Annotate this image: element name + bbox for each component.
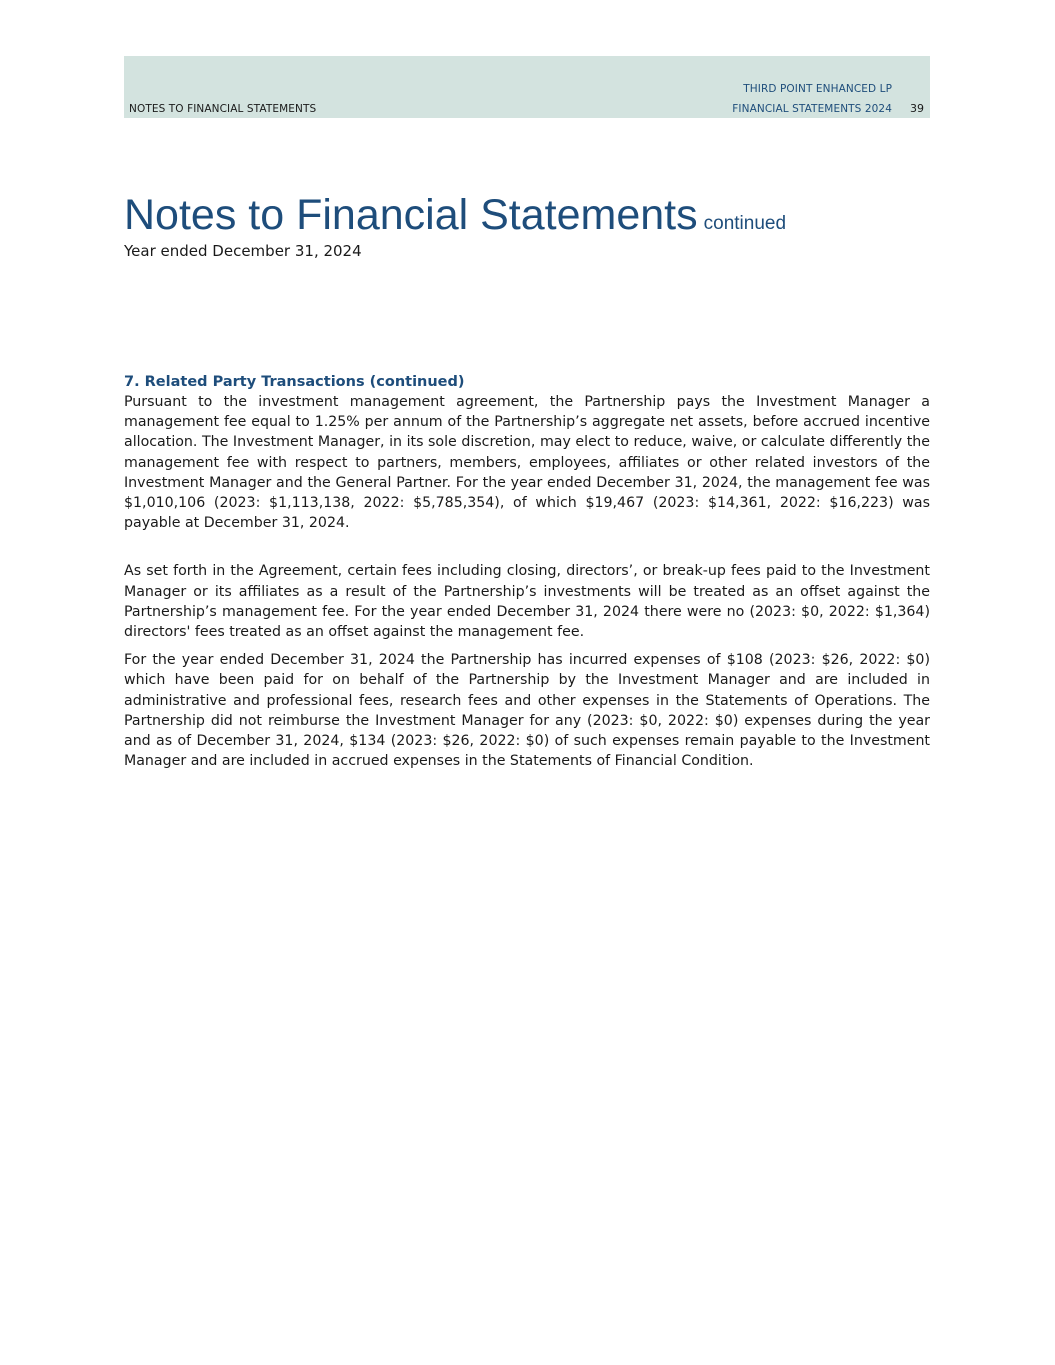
paragraph-management-fee: Pursuant to the investment management agreement, the Partnership pays the Investment Manager a management fee equal to 1.25% per annum of the Partnership’s aggregate net assets, before accrued incentive allocation. The Investment Manager, in its sole discretion, may elect to reduce, waive, or calculate differently the management fee with respect to partners, members, employees, affiliates or other related investors of the Investment Manager and the General Partner. For the year ended December 31, 2024, the management fee was $1,010,106 (2023: $1,113,138, 2022: $5,785,354), of which $19,467 (2023: $14,361, 2022: $16,223) was payable at December 31, 2024. bbox=[124, 394, 930, 532]
section-content bbox=[124, 372, 930, 771]
page-title-text: Notes to Financial Statements bbox=[124, 191, 698, 239]
page-subtitle: Year ended December 31, 2024 bbox=[124, 241, 362, 260]
paragraph-expenses: For the year ended December 31, 2024 the Partnership has incurred expenses of $108 (2023: $26, 2022: $0) which have been paid for on behalf of the Partnership by the Investment Manager and are included in administrative and professional fees, research fees and other expenses in the Statements of Operations. The Partnership did not reimburse the Investment Manager for any (2023: $0, 2022: $0) expenses during the year and as of December 31, 2024, $134 (2023: $26, 2022: $0) of such expenses remain payable to the Investment Manager and are included in accrued expenses in the Statements of Financial Condition. bbox=[124, 652, 930, 770]
header-company-name: THIRD POINT ENHANCED LP bbox=[743, 83, 892, 95]
header-section-label: NOTES TO FINANCIAL STATEMENTS bbox=[129, 103, 317, 115]
section-heading: 7. Related Party Transactions (continued) bbox=[124, 374, 465, 390]
title-continued-label: continued bbox=[703, 213, 787, 234]
page-header bbox=[124, 56, 930, 118]
header-document-label: FINANCIAL STATEMENTS 2024 bbox=[732, 103, 892, 115]
title-block bbox=[124, 190, 930, 260]
page-title bbox=[124, 190, 930, 242]
paragraph-fee-offset: As set forth in the Agreement, certain fees including closing, directors’, or break-up fees paid to the Investment Manager or its affiliates as a result of the Partnership’s investments will be treated as an offset against the Partnership’s management fee. For the year ended December 31, 2024 there were no (2023: $0, 2022: $1,364) directors' fees treated as an offset against the management fee. bbox=[124, 563, 930, 641]
page-number: 39 bbox=[910, 102, 924, 115]
